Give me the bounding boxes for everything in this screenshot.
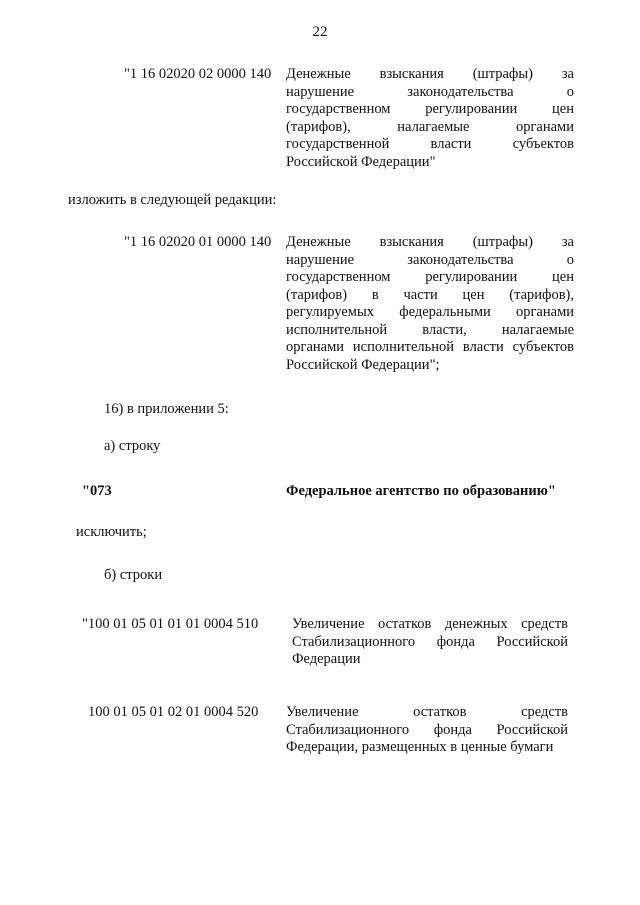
page-number: 22: [312, 24, 328, 40]
entry2-line: (тарифов) в части цен (тарифов),: [286, 286, 574, 303]
entry1-description: [286, 66, 574, 171]
entry4-line: Стабилизационного фонда Российской: [292, 633, 568, 650]
item-b-heading: б) строки: [104, 567, 163, 583]
entry1-code: "1 16 02020 02 0000 140: [124, 66, 272, 82]
entry5-line: Увеличение остатков средств: [286, 704, 568, 720]
entry2-line: Денежные взыскания (штрафы) за: [286, 234, 574, 250]
entry2-description: [286, 234, 574, 374]
entry1-line: государственной власти субъектов: [286, 136, 574, 152]
entry5-line: Федерации, размещенных в ценные бумаги: [286, 739, 554, 755]
entry2-line: Российской Федерации";: [286, 356, 440, 373]
exclude-text: исключить;: [76, 524, 147, 540]
entry4-line: Увеличение остатков денежных средств: [292, 616, 568, 632]
entry2-line: государственном регулировании цен: [286, 269, 574, 285]
entry4-description: [292, 616, 568, 669]
entry3-text: Федеральное агентство по образованию": [286, 483, 556, 499]
entry4-line: Федерации: [292, 651, 361, 667]
entry2-line: органами исполнительной власти субъектов: [286, 339, 574, 355]
entry5-description: [286, 704, 568, 757]
entry2-line: исполнительной власти, налагаемые: [286, 321, 574, 338]
entry2-code: "1 16 02020 01 0000 140: [124, 234, 272, 250]
entry3-code: "073: [82, 483, 112, 499]
entry1-line: Российской Федерации": [286, 153, 436, 170]
entry2-line: нарушение законодательства о: [286, 251, 574, 268]
entry5-code: 100 01 05 01 02 01 0004 520: [88, 704, 259, 720]
item-16-heading: 16) в приложении 5:: [104, 401, 229, 417]
entry4-code: "100 01 05 01 01 01 0004 510: [82, 616, 259, 632]
entry2-line: регулируемых федеральными органами: [286, 304, 574, 320]
item-a-heading: а) строку: [104, 438, 161, 454]
entry5-line: Стабилизационного фонда Российской: [286, 721, 568, 738]
instruction-text: изложить в следующей редакции:: [68, 192, 277, 208]
entry1-line: Денежные взыскания (штрафы) за: [286, 66, 574, 82]
entry1-line: государственном регулировании цен: [286, 101, 574, 117]
entry1-line: (тарифов), налагаемые органами: [286, 118, 574, 135]
entry1-line: нарушение законодательства о: [286, 83, 574, 100]
